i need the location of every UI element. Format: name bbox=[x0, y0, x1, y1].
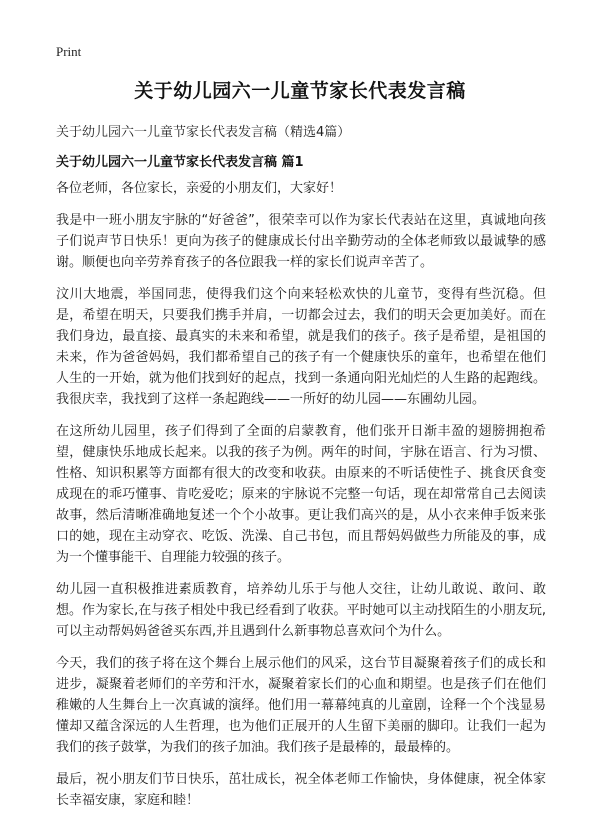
paragraph-introduction: 我是中一班小朋友宇脉的“好爸爸”，很荣幸可以作为家长代表站在这里，真诚地向孩子们说声节日快乐！更向为孩子的健康成长付出辛勤劳动的全体老师致以最诚挚的感谢。顺便也向辛劳养育孩子的各位跟我一样的家长们说声辛苦了。 bbox=[56, 213, 546, 270]
paragraph-earthquake: 汶川大地震，举国同悲，使得我们这个向来轻松欢快的儿童节，变得有些沉稳。但是，希望在明天，只要我们携手并肩，一切都会过去，我们的明天会更加美好。而在我们身边，最直接、最真实的未来和希望，就是我们的孩子。孩子是希望，是祖国的未来，作为爸爸妈妈，我们都希望自己的孩子有一个健康快乐的童年，也希望在他们人生的一开始，就为他们找到好的起点，找到一条通向阳光灿烂的人生路的起跑线。我很庆幸，我找到了这样一条起跑线——一所好的幼儿园——东圃幼儿园。 bbox=[56, 287, 546, 407]
document-subtitle: 关于幼儿园六一儿童节家长代表发言稿（精选4篇） bbox=[56, 125, 351, 140]
paragraph-greeting: 各位老师，各位家长，亲爱的小朋友们，大家好！ bbox=[56, 181, 343, 196]
paragraph-growth: 在这所幼儿园里，孩子们得到了全面的启蒙教育，他们张开日渐丰盈的翅膀拥抱希望，健康快乐地成长起来。以我的孩子为例。两年的时间，宇脉在语言、行为习惯、性格、知识积累等方面都有很大的改变和收获。由原来的不听话使性子、挑食厌食变成现在的乖巧懂事、肯吃爱吃；原来的宇脉说不完整一句话，现在却常常自己去阅读故事，然后清晰准确地复述一个个小故事。更让我们高兴的是，从小衣来伸手饭来张口的她，现在主动穿衣、吃饭、洗澡、自己书包，而且帮妈妈做些力所能及的事，成为一个懂事能干、自理能力较强的孩子。 bbox=[56, 424, 546, 565]
article-body bbox=[56, 178, 546, 822]
paragraph-closing: 最后，祝小朋友们节日快乐，茁壮成长，祝全体老师工作愉快，身体健康，祝全体家长幸福安康，家庭和睦！ bbox=[56, 772, 546, 808]
print-link[interactable]: Print bbox=[56, 44, 82, 59]
paragraph-education: 幼儿园一直积极推进素质教育，培养幼儿乐于与他人交往，让幼儿敢说、敢问、敢想。作为家长,在与孩子相处中我已经看到了收获。平时她可以主动找陌生的小朋友玩,可以主动帮妈妈爸爸买东西,并且遇到什么新事物总喜欢问个为什么。 bbox=[56, 582, 546, 639]
paragraph-performance: 今天，我们的孩子将在这个舞台上展示他们的风采，这台节目凝聚着孩子们的成长和进步，凝聚着老师们的辛劳和汗水，凝聚着家长们的心血和期望。也是孩子们在他们稚嫩的人生舞台上一次真诚的演绎。他们用一幕幕纯真的儿童剧，诠释一个个浅显易懂却又蕴含深远的人生哲理，也为他们正展开的人生留下美丽的脚印。让我们一起为我们的孩子鼓掌，为我们的孩子加油。我们孩子是最棒的，最最棒的。 bbox=[56, 656, 546, 755]
section-heading: 关于幼儿园六一儿童节家长代表发言稿 篇1 bbox=[56, 155, 304, 170]
document-title: 关于幼儿园六一儿童节家长代表发言稿 bbox=[134, 80, 466, 102]
